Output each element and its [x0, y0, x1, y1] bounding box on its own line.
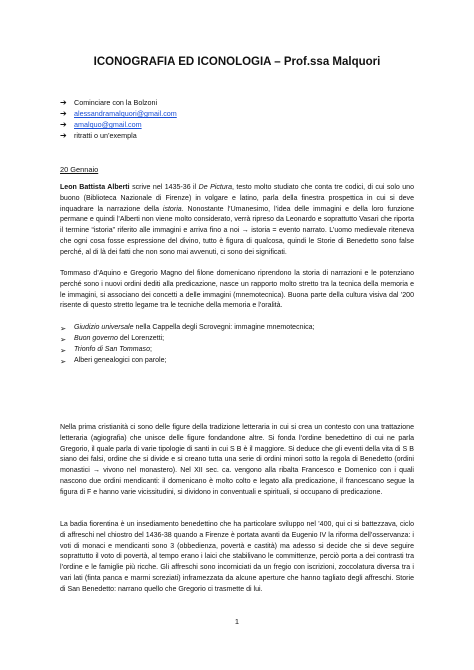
list-item-rest: ; — [149, 346, 152, 353]
bullet-text: ritratti o un’exempla — [74, 131, 137, 140]
arrow-bullet-icon: ➔ — [60, 98, 67, 107]
list-item — [60, 323, 414, 334]
paragraph-alberti — [60, 183, 414, 259]
bullet-text: Cominciare con la Bolzoni — [74, 98, 158, 107]
arrowhead-bullet-icon: ➢ — [60, 346, 67, 355]
artwork-title: Giudizio universale — [74, 324, 134, 331]
list-item — [60, 334, 414, 345]
arrowhead-bullet-icon: ➢ — [60, 324, 67, 333]
list-item — [60, 119, 420, 130]
list-item-text — [74, 356, 166, 367]
paragraph-badia: La badia fiorentina è un insediamento benedettino che ha particolare sviluppo nel ’400, qui ci si battezzava, ciclo di affreschi nel chiostro del 1436-38 quando a Firenze è portata avanti da Eugenio IV la riforma dell’osservanza: i voti di monaci e mendicanti sono 3 (obbedienza, povertà e castità) ma adesso si decide che si deve seguire soprattutto il voto di povertà, al tempo erano i laici che stabilivano le committenze, perciò porta a dei contrasti tra l’ordine e le famiglie più ricche. Gli affreschi sono incorniciati da un fregio con iscrizioni, zoccolatura diversa tra i vari lati (finta panca e marmi screziati) inframezzata da alcune aperture che hanno tagliato degli affreschi. Storie di San Benedetto: narrano quello che Gregorio ci trasmette di lui. — [60, 521, 414, 593]
list-item — [60, 97, 420, 108]
artwork-title: Trionfo di San Tommaso — [74, 346, 150, 353]
list-item — [60, 108, 420, 119]
arrow-bullet-icon: ➔ — [60, 109, 67, 118]
arrowhead-bullet-icon: ➢ — [60, 357, 67, 366]
artwork-title: Buon governo — [74, 335, 118, 342]
term-istoria: istoria — [162, 205, 182, 213]
page-title: ICONOGRAFIA ED ICONOLOGIA – Prof.ssa Malquori — [93, 56, 381, 68]
intro-bullet-list — [60, 97, 420, 141]
list-item-rest: nella Cappella degli Scrovegni: immagine mnemotecnica; — [133, 324, 315, 331]
examples-list — [60, 323, 414, 367]
paragraph-cristianita: Nella prima cristianità ci sono delle figure della tradizione letteraria in cui si crea un contesto con una trattazione letteraria (agiografia) che unisce delle figure fondandone altre. Si fonda l’ordine benedettino di cui ne parla Gregorio, il quale parla di varie tipologie di santi in cui S B è il maggiore. Si deduce che gli eventi della vita di S B siano dei falsi, ordine che si divide e si creano tutta una serie di ordini minori sotto la regola di Benedetto (ordini monastici → vivono nel monastero). Nel XII sec. ca. vengono alla ribalta Francesco e Domenico con i quali nascono due ordini mendicanti: il domenicano è molto colto e legato alla predicazione, il francescano segue la figura di F e hanno varie vicissitudini, si dividono in conventuali e spirituali, si occupano di predicazione. — [60, 424, 414, 496]
email-link[interactable]: amalquo@gmail.com — [74, 120, 142, 129]
list-item — [60, 345, 414, 356]
author-name: Leon Battista Alberti — [60, 184, 130, 191]
paragraph-text: scrive nel 1435-36 il — [129, 184, 199, 191]
arrow-bullet-icon: ➔ — [60, 120, 67, 129]
paragraph-tommaso: Tommaso d’Aquino e Gregorio Magno del filone domenicano riprendono la storia di narrazioni e le potenziano perché sono i nuovi ordini dediti alla predicazione, nasce un rapporto molto stretto tra la tecnica della memoria e le immagini, si associano dei concetti a delle immagini (mnemotecnica). Buona parte della cultura visiva dal ’200 risente di questo stretto legame tra le tecniche della memoria e l’oralità. — [60, 270, 414, 310]
paragraph-text: . Nonostante l’Umanesimo, l’idea delle immagini e della loro funzione permane e quindi l’Alberti non viene molto considerato, verrà ripreso da Leonardo e soprattutto Vasari che riporta il termine “istoria” riferito alle immagini e arriva fino a noi → istoria = evento narrato. L’uomo medievale riteneva che ogni cosa fosse espressione del divino, tutto è figura di qualcosa, quindi le Storie di Benedetto sono false perché, al di là dei fatti che non sono mai avvenuti, ci sono dei significati. — [60, 205, 414, 256]
list-item-text — [74, 345, 152, 356]
email-link[interactable]: alessandramalquori@gmail.com — [74, 109, 177, 118]
list-item-text — [74, 323, 315, 334]
work-title: De Pictura — [198, 184, 233, 191]
list-item-rest: del Lorenzetti; — [117, 335, 165, 342]
paragraph-text: , testo molto studiato che conta tre codici, di cui solo uno buono (Biblioteca Nazionale di Firenze) in volgare e latino, parla della finestra prospettica in cui si deve inquadrare la narrazione della — [60, 184, 415, 213]
arrowhead-bullet-icon: ➢ — [60, 335, 67, 344]
section-date: 20 Gennaio — [60, 165, 99, 174]
list-item-text — [74, 334, 164, 345]
list-item — [60, 130, 420, 141]
list-item-rest: Alberi genealogici con parole; — [74, 357, 167, 364]
page-number: 1 — [234, 617, 240, 626]
arrow-bullet-icon: ➔ — [60, 131, 67, 140]
list-item — [60, 356, 414, 367]
